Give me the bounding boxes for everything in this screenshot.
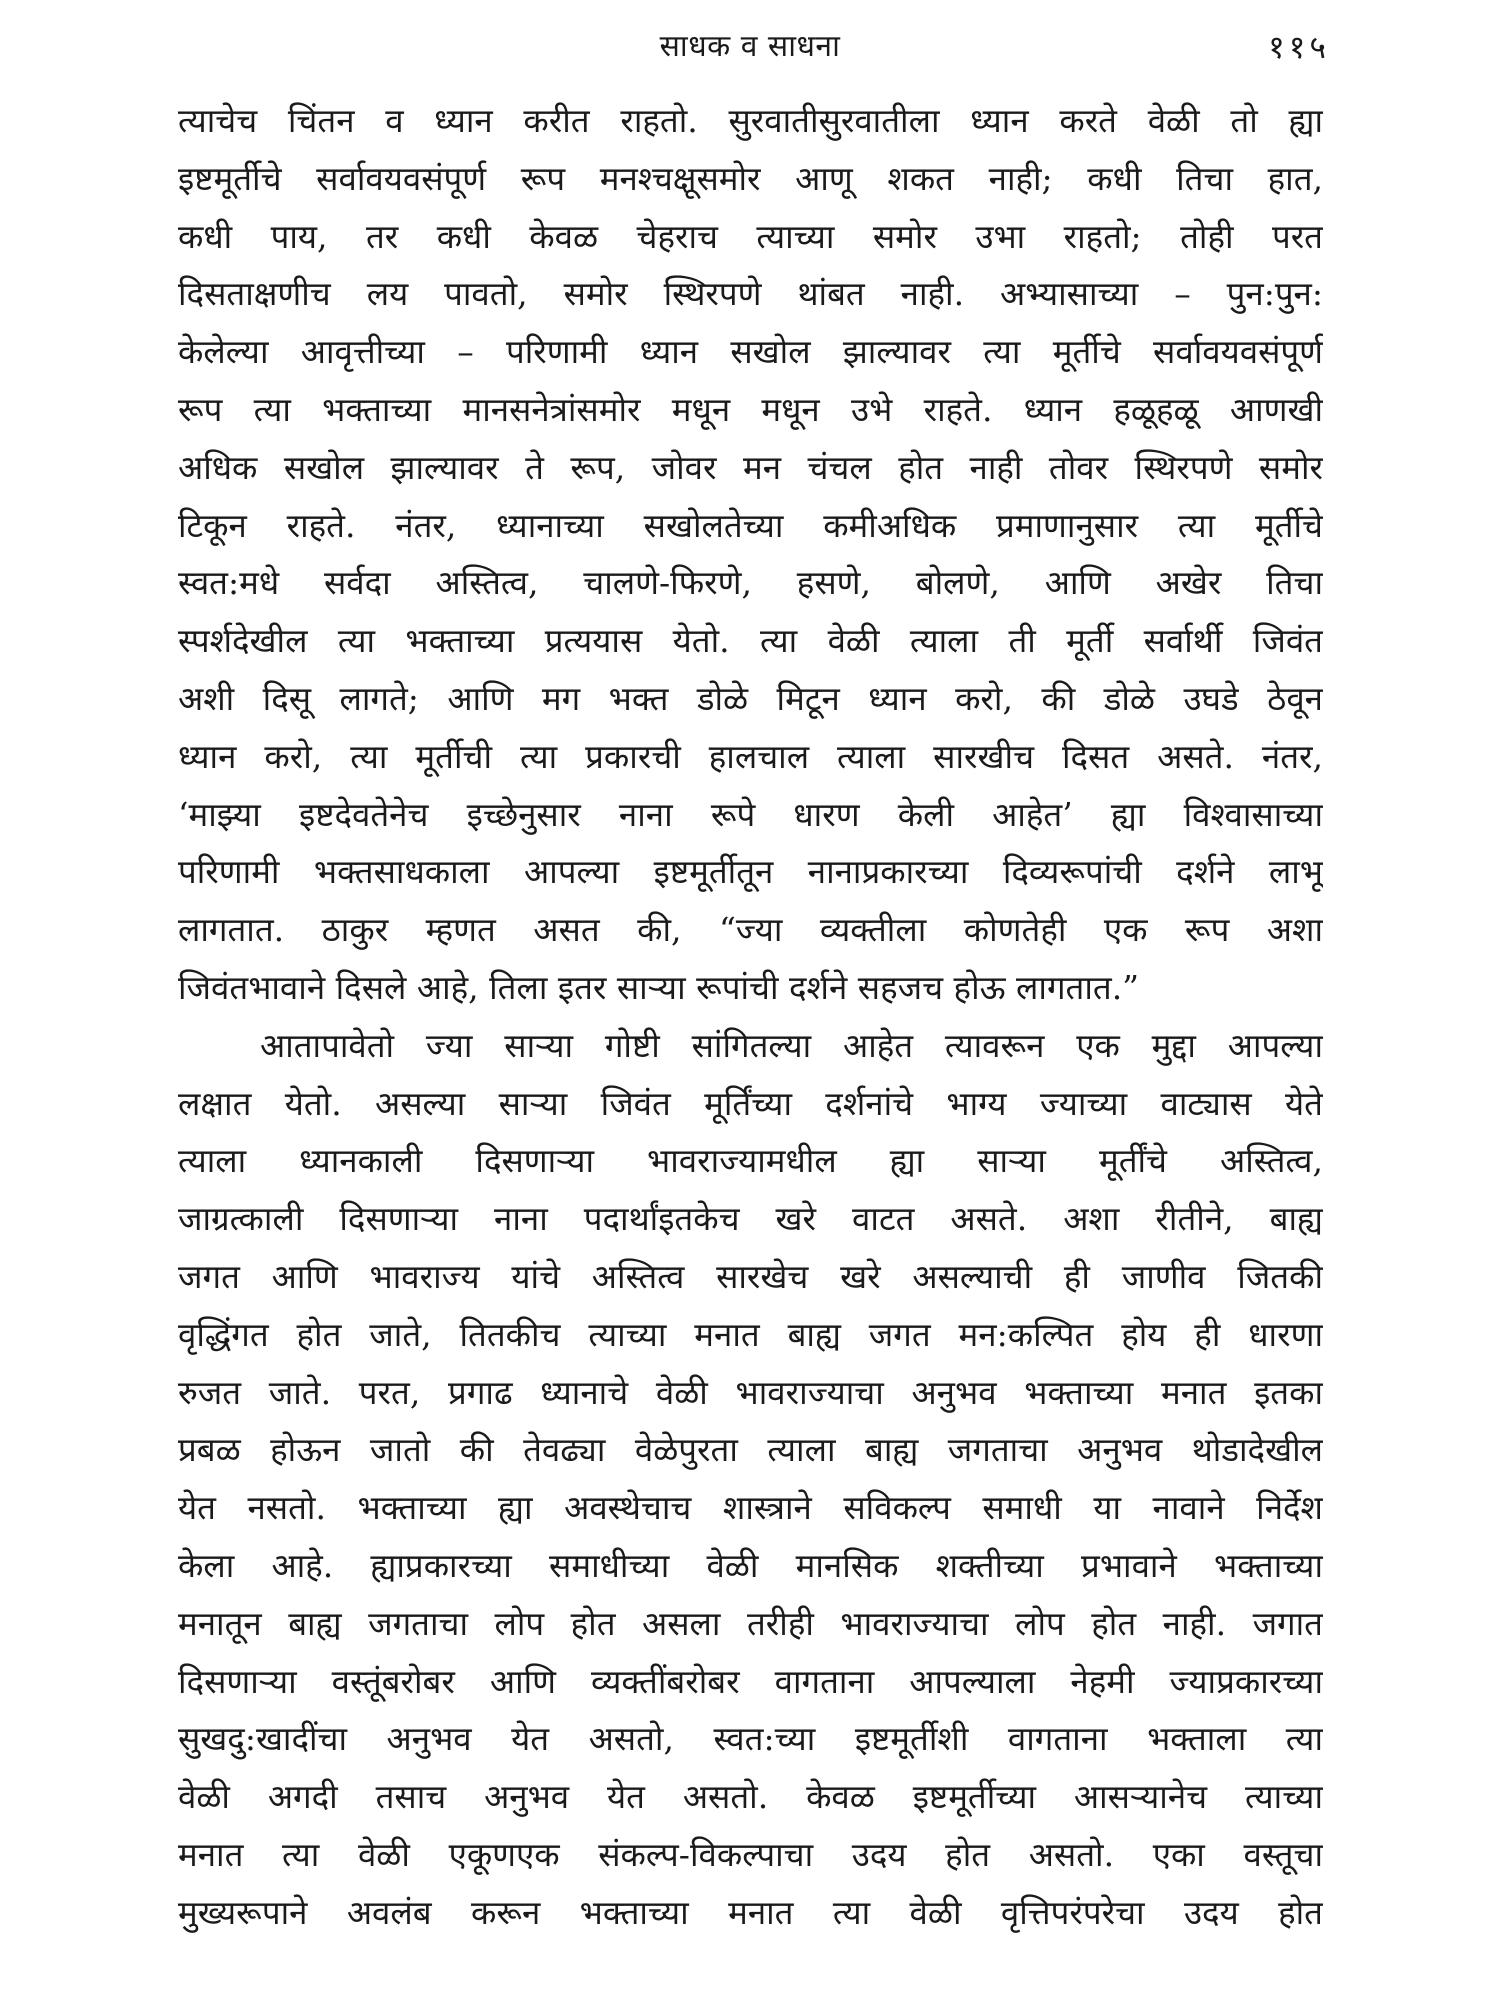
text-line: वृद्धिंगत होत जाते, तितकीच त्याच्या मनात बाह्य जगत मन:कल्पित होय ही धारणा bbox=[178, 1314, 1323, 1354]
text-line: सुखदु:खादींचा अनुभव येत असतो, स्वत:च्या इष्टमूर्तीशी वागताना भक्ताला त्या bbox=[178, 1719, 1323, 1759]
text-line: येत नसतो. भक्ताच्या ह्या अवस्थेचाच शास्त्राने सविकल्प समाधी या नावाने निर्देश bbox=[178, 1488, 1323, 1528]
text-line: मुख्यरूपाने अवलंब करून भक्ताच्या मनात त्या वेळी वृत्तिपरंपरेचा उदय होत bbox=[178, 1892, 1323, 1932]
text-line: केला आहे. ह्याप्रकारच्या समाधीच्या वेळी मानसिक शक्तीच्या प्रभावाने भक्ताच्या bbox=[178, 1545, 1323, 1585]
text-line: इष्टमूर्तीचे सर्वावयवसंपूर्ण रूप मनश्चक्षूसमोर आणू शकत नाही; कधी तिचा हात, bbox=[178, 158, 1323, 198]
text-line: लागतात. ठाकुर म्हणत असत की, “ज्या व्यक्तीला कोणतेही एक रूप अशा bbox=[178, 910, 1323, 950]
text-line: स्वत:मधे सर्वदा अस्तित्व, चालणे-फिरणे, हसणे, बोलणे, आणि अखेर तिचा bbox=[178, 563, 1323, 603]
text-line: ध्यान करो, त्या मूर्तीची त्या प्रकारची हालचाल त्याला सारखीच दिसत असते. नंतर, bbox=[178, 736, 1323, 776]
text-line: प्रबळ होऊन जातो की तेवढ्या वेळेपुरता त्याला बाह्य जगताचा अनुभव थोडादेखील bbox=[178, 1430, 1323, 1470]
text-line: वेळी अगदी तसाच अनुभव येत असतो. केवळ इष्टमूर्तीच्या आसऱ्यानेच त्याच्या bbox=[178, 1777, 1323, 1817]
text-line: ‘माझ्या इष्टदेवतेनेच इच्छेनुसार नाना रूपे धारण केली आहेत’ ह्या विश्वासाच्या bbox=[178, 794, 1323, 834]
text-line: त्याचेच चिंतन व ध्यान करीत राहतो. सुरवातीसुरवातीला ध्यान करते वेळी तो ह्या bbox=[178, 101, 1323, 140]
paragraph-end-line: जिवंतभावाने दिसले आहे, तिला इतर साऱ्या रूपांची दर्शने सहजच होऊ लागतात.” bbox=[178, 967, 1140, 1007]
text-line: स्पर्शदेखील त्या भक्ताच्या प्रत्ययास येतो. त्या वेळी त्याला ती मूर्ती सर्वार्थी जिवंत bbox=[178, 621, 1323, 661]
text-line: रूप त्या भक्ताच्या मानसनेत्रांसमोर मधून मधून उभे राहते. ध्यान हळूहळू आणखी bbox=[178, 389, 1323, 429]
text-line: कधी पाय, तर कधी केवळ चेहराच त्याच्या समोर उभा राहतो; तोही परत bbox=[178, 216, 1323, 256]
text-line: दिसणाऱ्या वस्तूंबरोबर आणि व्यक्तींबरोबर वागताना आपल्याला नेहमी ज्याप्रकारच्या bbox=[178, 1661, 1323, 1701]
text-line: मनात त्या वेळी एकूणएक संकल्प-विकल्पाचा उदय होत असतो. एका वस्तूचा bbox=[178, 1834, 1323, 1874]
text-line: दिसताक्षणीच लय पावतो, समोर स्थिरपणे थांबत नाही. अभ्यासाच्या – पुन:पुन: bbox=[178, 274, 1323, 314]
body-text bbox=[178, 92, 1323, 1942]
text-line: परिणामी भक्तसाधकाला आपल्या इष्टमूर्तीतून नानाप्रकारच्या दिव्यरूपांची दर्शने लाभू bbox=[178, 852, 1323, 892]
text-line: रुजत जाते. परत, प्रगाढ ध्यानाचे वेळी भावराज्याचा अनुभव भक्ताच्या मनात इतका bbox=[178, 1372, 1323, 1412]
text-line: अधिक सखोल झाल्यावर ते रूप, जोवर मन चंचल होत नाही तोवर स्थिरपणे समोर bbox=[178, 447, 1323, 487]
running-header bbox=[0, 22, 1500, 72]
text-line: केलेल्या आवृत्तीच्या – परिणामी ध्यान सखोल झाल्यावर त्या मूर्तीचे सर्वावयवसंपूर्ण bbox=[178, 332, 1323, 372]
page-number: ११५ bbox=[1268, 28, 1330, 66]
text-line: जाग्रत्काली दिसणाऱ्या नाना पदार्थांइतकेच खरे वाटत असते. अशा रीतीने, बाह्य bbox=[178, 1199, 1323, 1239]
paragraph-start-line: आतापावेतो ज्या साऱ्या गोष्टी सांगितल्या आहेत त्यावरून एक मुद्दा आपल्या bbox=[260, 1025, 1323, 1065]
text-line: त्याला ध्यानकाली दिसणाऱ्या भावराज्यामधील ह्या साऱ्या मूर्तींचे अस्तित्व, bbox=[178, 1141, 1323, 1181]
text-line: अशी दिसू लागते; आणि मग भक्त डोळे मिटून ध्यान करो, की डोळे उघडे ठेवून bbox=[178, 678, 1323, 718]
chapter-title: साधक व साधना bbox=[659, 29, 841, 64]
text-line: टिकून राहते. नंतर, ध्यानाच्या सखोलतेच्या कमीअधिक प्रमाणानुसार त्या मूर्तीचे bbox=[178, 505, 1323, 545]
text-line: लक्षात येतो. असल्या साऱ्या जिवंत मूर्तिंच्या दर्शनांचे भाग्य ज्याच्या वाट्यास येते bbox=[178, 1083, 1323, 1123]
text-line: मनातून बाह्य जगताचा लोप होत असला तरीही भावराज्याचा लोप होत नाही. जगात bbox=[178, 1603, 1323, 1643]
text-line: जगत आणि भावराज्य यांचे अस्तित्व सारखेच खरे असल्याची ही जाणीव जितकी bbox=[178, 1256, 1323, 1296]
